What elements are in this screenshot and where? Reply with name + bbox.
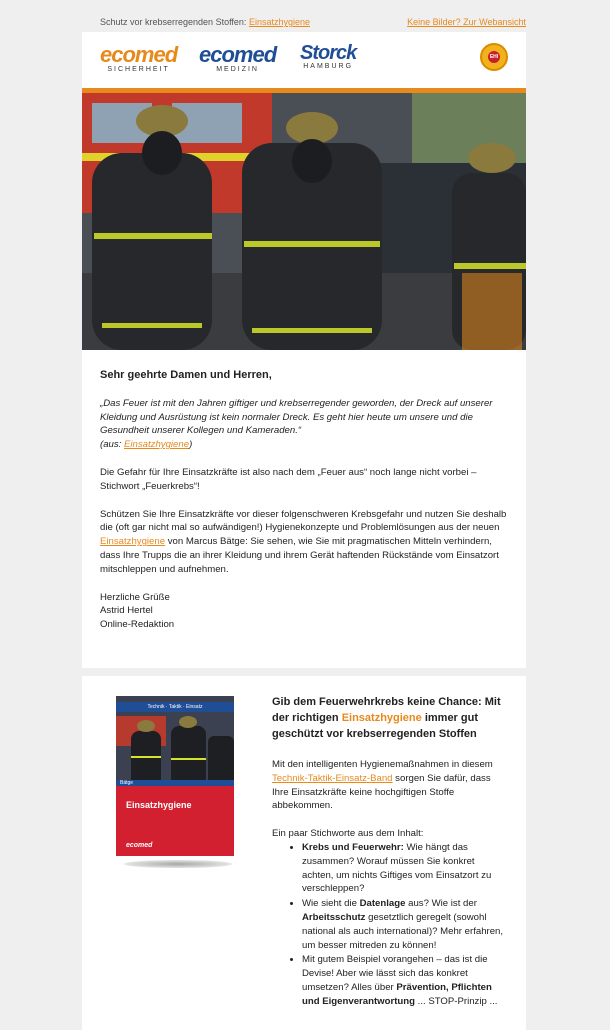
list-item — [302, 897, 508, 952]
logo-name: ecomed — [199, 42, 277, 67]
book-title: Einsatzhygiene — [126, 800, 192, 810]
bullet3-text-a: Mit gutem Beispiel vorangehen – das ist die Devise! Aber wie lässt sich das konkret umsetzen? Alles über — [302, 954, 488, 993]
bullet1-text: Wie hängt das zusammen? Worauf müssen Sie konkret achten, um nichts Giftiges vom Einsatzort zu verschleppen? — [302, 841, 492, 895]
firefighters-photo — [82, 93, 526, 350]
ecomed-sicherheit-logo[interactable] — [100, 42, 177, 73]
list-item — [302, 841, 508, 896]
headline-highlight: Einsatzhygiene — [341, 712, 422, 724]
headline-text-a: Gib dem Feuerwehrkrebs keine Chance: Mit der richtigen — [272, 696, 501, 724]
book-publisher-logo: ecomed — [126, 842, 153, 849]
promo-intro — [272, 758, 508, 813]
bullet2-bold-1: Datenlage — [359, 898, 406, 910]
source-suffix: ) — [189, 439, 193, 451]
book-shadow — [124, 860, 232, 868]
bullet2-text-c: aus? Wie ist der — [405, 898, 477, 910]
keywords-list — [272, 841, 508, 1009]
quote-source — [100, 438, 510, 452]
hero-image-firefighters[interactable] — [82, 88, 526, 350]
list-item — [302, 953, 508, 1008]
bullet1-bold: Krebs und Feuerwehr: — [302, 841, 404, 853]
logo-name: ecomed — [100, 42, 178, 67]
bullet3-bold: Prävention, Pflichten und Eigenverantwortung — [302, 981, 492, 1007]
body-einsatzhygiene-link[interactable]: Einsatzhygiene — [100, 536, 166, 548]
product-card — [82, 676, 526, 1030]
intro-text-a: Mit den intelligenten Hygienemaßnahmen in diesem — [272, 759, 493, 770]
promo-headline — [272, 694, 508, 742]
headline-text-b: immer gut geschützt vor krebserregenden Stoffen — [272, 712, 478, 740]
ehi-seal-icon — [480, 43, 508, 71]
tte-band-link[interactable]: Technik-Taktik-Einsatz-Band — [272, 772, 393, 784]
intro-text-b: sorgen Sie dafür, dass Ihre Einsatzkräfte keine hochgiftigen Stoffe abbekommen. — [272, 772, 491, 812]
promo-text — [272, 694, 508, 1010]
logo-sub: SICHERHEIT — [107, 66, 170, 73]
seal-label: EHI — [488, 51, 500, 63]
source-einsatzhygiene-link[interactable]: Einsatzhygiene — [124, 439, 190, 451]
preheader-text — [100, 17, 310, 27]
preheader-einsatzhygiene-link[interactable]: Einsatzhygiene — [248, 17, 310, 27]
logo-name: Storck — [300, 42, 357, 64]
book-series: Technik · Taktik · Einsatz — [116, 702, 234, 712]
source-prefix: (aus: — [100, 439, 124, 451]
keywords-label: Ein paar Stichworte aus dem Inhalt: — [272, 828, 424, 840]
para2-text-b: von Marcus Bätge: Sie sehen, wie Sie mit pragmatischen Mitteln verhindern, dass Ihre Trupps die an ihrer Kleidung und ihrem Gerät haftenden Rückstände vom Einsatzort mitschleppen und aufnehmen. — [100, 536, 499, 575]
letter-body — [100, 369, 510, 632]
quote-text: „Das Feuer ist mit den Jahren giftiger und krebserregender geworden, der Dreck auf unserer Kleidung und Ausrüstung ist kein normaler Dreck. Es geht hier heute um unsere und die Gesundheit unserer Kollegen und Kameraden.“ — [100, 397, 493, 437]
signer-name: Astrid Hertel — [100, 605, 153, 617]
bullet2-text-a: Wie sieht die — [302, 898, 360, 910]
closing: Herzliche Grüße — [100, 591, 170, 603]
ecomed-medizin-logo[interactable] — [199, 42, 276, 73]
greeting: Sehr geehrte Damen und Herren, — [100, 369, 272, 381]
storck-logo[interactable] — [300, 42, 356, 70]
web-view-link[interactable]: Keine Bilder? Zur Webansicht — [407, 17, 526, 27]
book-cover-image[interactable] — [116, 696, 234, 856]
logo-sub: HAMBURG — [303, 63, 354, 70]
paragraph-danger: Die Gefahr für Ihre Einsatzkräfte ist also nach dem „Feuer aus“ noch lange nicht vorbei – Stichwort „Feuerkrebs“! — [100, 466, 477, 492]
newsletter-card — [82, 32, 526, 668]
logo-sub: MEDIZIN — [216, 66, 259, 73]
book-author: Bätge — [120, 780, 134, 786]
bullet2-text-d: gesetztlich geregelt (sowohl national als auch international)? Mehr erfahren, um besser mitreden zu können! — [302, 911, 504, 951]
logo-bar — [82, 32, 526, 87]
bullet3-text-c: ... STOP-Prinzip ... — [415, 995, 498, 1007]
preheader-label: Schutz vor krebserregenden Stoffen: — [100, 17, 247, 27]
signer-role: Online-Redaktion — [100, 619, 175, 631]
bullet2-bold-2: Arbeitsschutz — [302, 911, 366, 923]
paragraph-protect — [100, 508, 510, 577]
para2-text-a: Schützen Sie Ihre Einsatzkräfte vor dieser folgenschweren Krebsgefahr und nutzen Sie deshalb die (oft gar nicht mal so aufwändigen!) Hygienekonzepte und Problemlösungen aus der neuen — [100, 508, 507, 534]
